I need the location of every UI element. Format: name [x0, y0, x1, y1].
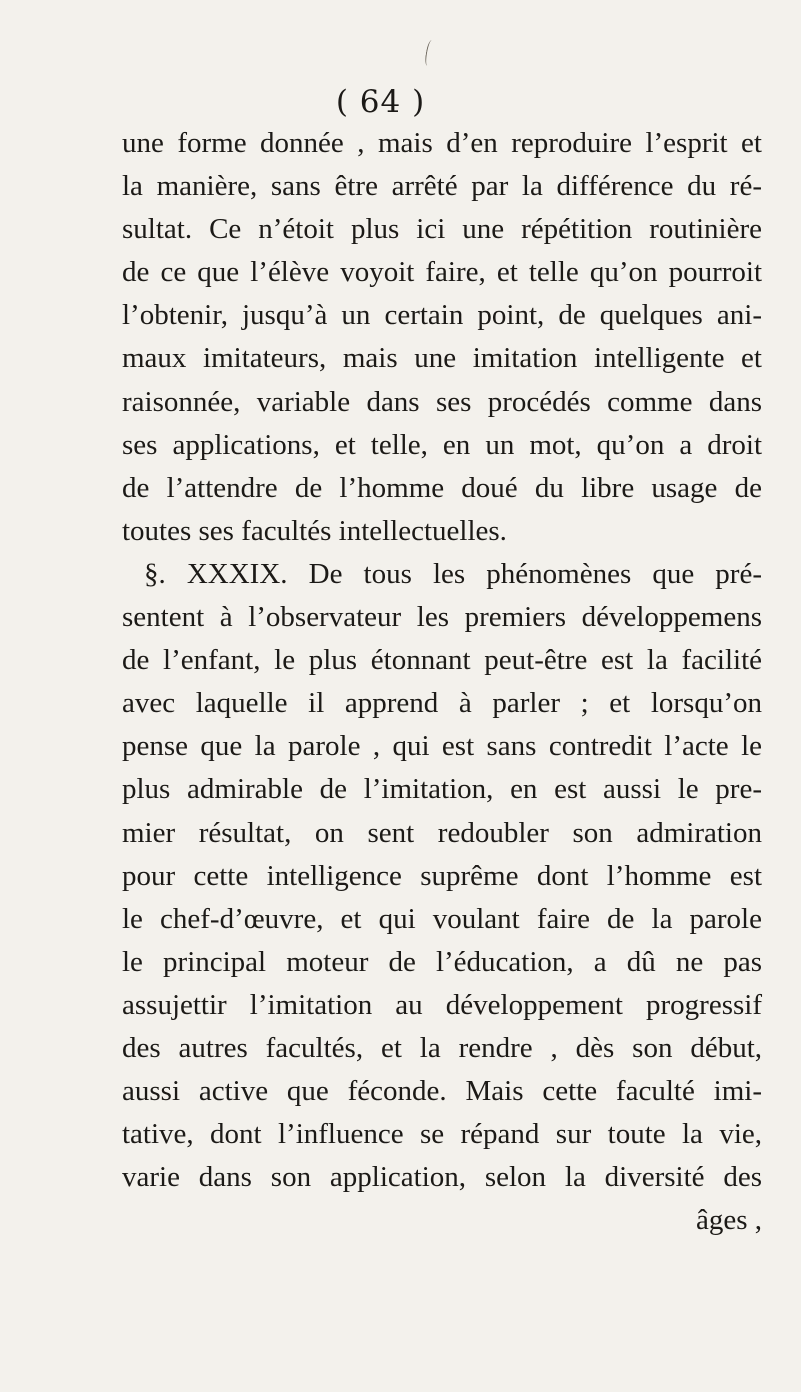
text-line: de l’enfant, le plus étonnant peut-être est la facilité — [122, 644, 762, 677]
text-line: le chef-d’œuvre, et qui voulant faire de la parole — [122, 902, 762, 935]
text-line: raisonnée, variable dans ses procédés comme dans — [122, 385, 762, 418]
text-line: une forme donnée , mais d’en reproduire l’esprit et — [122, 127, 762, 159]
text-line: sultat. Ce n’étoit plus ici une répétition routinière — [122, 213, 762, 246]
text-line: de ce que l’élève voyoit faire, et telle qu’on pourroit — [122, 256, 762, 289]
text-line: avec laquelle il apprend à parler ; et lorsqu’on — [122, 687, 762, 720]
text-line: aussi active que féconde. Mais cette faculté imi- — [122, 1075, 762, 1108]
stray-ink-mark — [424, 40, 435, 67]
text-line: varie dans son application, selon la diversité des — [122, 1161, 762, 1194]
text-line: des autres facultés, et la rendre , dès son début, — [122, 1031, 762, 1064]
text-line: le principal moteur de l’éducation, a dû ne pas — [122, 945, 762, 978]
paragraph-end-line: toutes ses facultés intellectuelles. — [122, 514, 507, 547]
text-line: plus admirable de l’imitation, en est aussi le pre- — [122, 773, 762, 806]
page-number: ( 64 ) — [335, 84, 426, 120]
text-line: de l’attendre de l’homme doué du libre usage de — [122, 471, 762, 504]
text-line: sentent à l’observateur les premiers développemens — [122, 601, 762, 634]
text-line: ses applications, et telle, en un mot, qu’on a droit — [122, 428, 762, 461]
text-line: tative, dont l’influence se répand sur toute la vie, — [122, 1118, 762, 1151]
text-line: maux imitateurs, mais une imitation intelligente et — [122, 342, 762, 375]
text-line: la manière, sans être arrêté par la différence du ré- — [122, 170, 762, 203]
section-heading-line: §. XXXIX. De tous les phénomènes que pré- — [144, 557, 762, 590]
text-line: pense que la parole , qui est sans contredit l’acte le — [122, 730, 762, 763]
body-text — [122, 122, 762, 1242]
text-line: mier résultat, on sent redoubler son admiration — [122, 816, 762, 849]
text-line: l’obtenir, jusqu’à un certain point, de quelques ani- — [122, 299, 762, 332]
text-line: assujettir l’imitation au développement progressif — [122, 988, 762, 1021]
text-line: pour cette intelligence suprême dont l’homme est — [122, 859, 762, 892]
catchword: âges , — [695, 1204, 762, 1237]
